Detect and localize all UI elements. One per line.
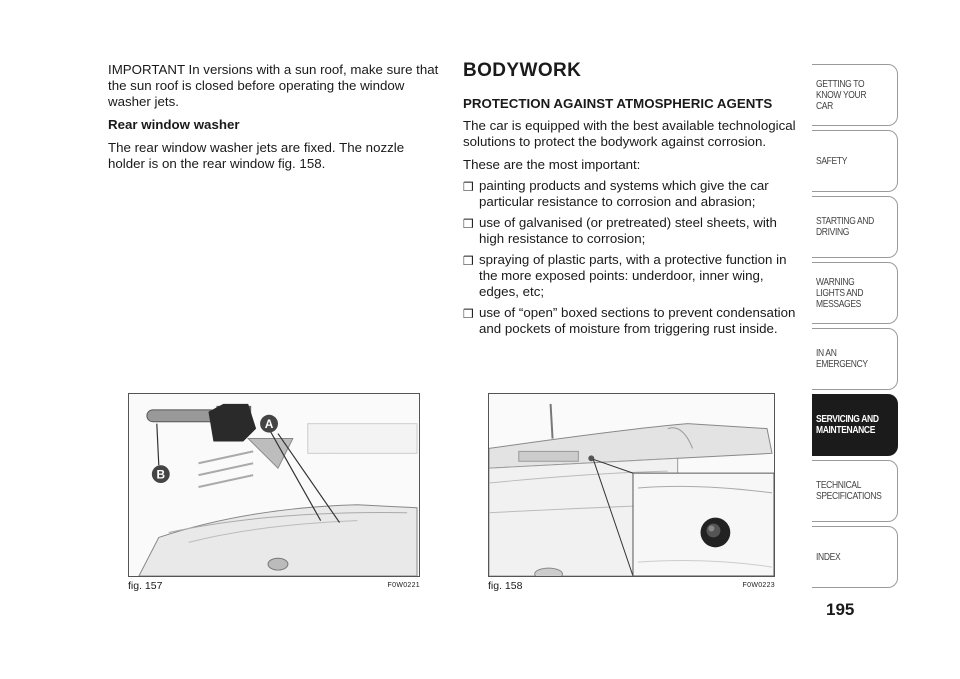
figure-label: fig. 158: [488, 580, 523, 592]
bullet-item: ❒ painting products and systems which give the car particular resistance to corrosion and abrasion;: [463, 178, 769, 209]
subsection-title: PROTECTION AGAINST ATMOSPHERIC AGENTS: [463, 96, 773, 111]
checkbox-bullet-icon: ❒: [463, 180, 474, 194]
tab-technical-specifications[interactable]: TECHNICAL SPECIFICATIONS: [812, 460, 898, 522]
figure-158-caption: [488, 580, 775, 594]
tab-index[interactable]: INDEX: [812, 526, 898, 588]
tab-getting-to-know-your-car[interactable]: GETTING TO KNOW YOUR CAR: [812, 64, 898, 126]
page-number: 195: [826, 600, 855, 619]
important-note: IMPORTANT In versions with a sun roof, make sure that the sun roof is closed before operating the window washer jets.: [108, 62, 439, 109]
figure-157-caption: [128, 580, 420, 594]
right-column: [463, 60, 803, 342]
checkbox-bullet-icon: ❒: [463, 307, 474, 321]
tab-in-an-emergency[interactable]: IN AN EMERGENCY: [812, 328, 898, 390]
rear-window-washer-text: The rear window washer jets are fixed. The nozzle holder is on the rear window fig. 158.: [108, 140, 405, 171]
figure-157: [128, 393, 420, 595]
tab-safety[interactable]: SAFETY: [812, 130, 898, 192]
figure-code: F0W0221: [387, 582, 420, 589]
chapter-tabs: [812, 64, 898, 592]
intro-paragraph: The car is equipped with the best available technological solutions to protect the bodywork against corrosion.: [463, 118, 796, 149]
lead-paragraph: These are the most important:: [463, 157, 641, 172]
figure-code: F0W0223: [742, 582, 775, 589]
figure-label: fig. 157: [128, 580, 163, 592]
tab-servicing-and-maintenance[interactable]: SERVICING AND MAINTENANCE: [812, 394, 898, 456]
section-title: BODYWORK: [463, 60, 582, 81]
left-column: [108, 62, 444, 179]
figure-157-image: [128, 393, 420, 577]
bullet-item: ❒ spraying of plastic parts, with a protective function in the more exposed points: underdoor, inner wing, edges, etc;: [463, 252, 787, 299]
bullet-item: ❒ use of “open” boxed sections to prevent condensation and pockets of moisture from triggering rust inside.: [463, 305, 796, 336]
callout-a: A: [264, 417, 274, 432]
callout-b: B: [156, 467, 166, 482]
rear-window-washer-heading: Rear window washer: [108, 117, 240, 132]
figure-158-image: [488, 393, 775, 577]
bullet-item: ❒ use of galvanised (or pretreated) steel sheets, with high resistance to corrosion;: [463, 215, 777, 246]
figure-158: [488, 393, 775, 595]
checkbox-bullet-icon: ❒: [463, 217, 474, 231]
tab-warning-lights-and-messages[interactable]: WARNING LIGHTS AND MESSAGES: [812, 262, 898, 324]
checkbox-bullet-icon: ❒: [463, 254, 474, 268]
tab-starting-and-driving[interactable]: STARTING AND DRIVING: [812, 196, 898, 258]
